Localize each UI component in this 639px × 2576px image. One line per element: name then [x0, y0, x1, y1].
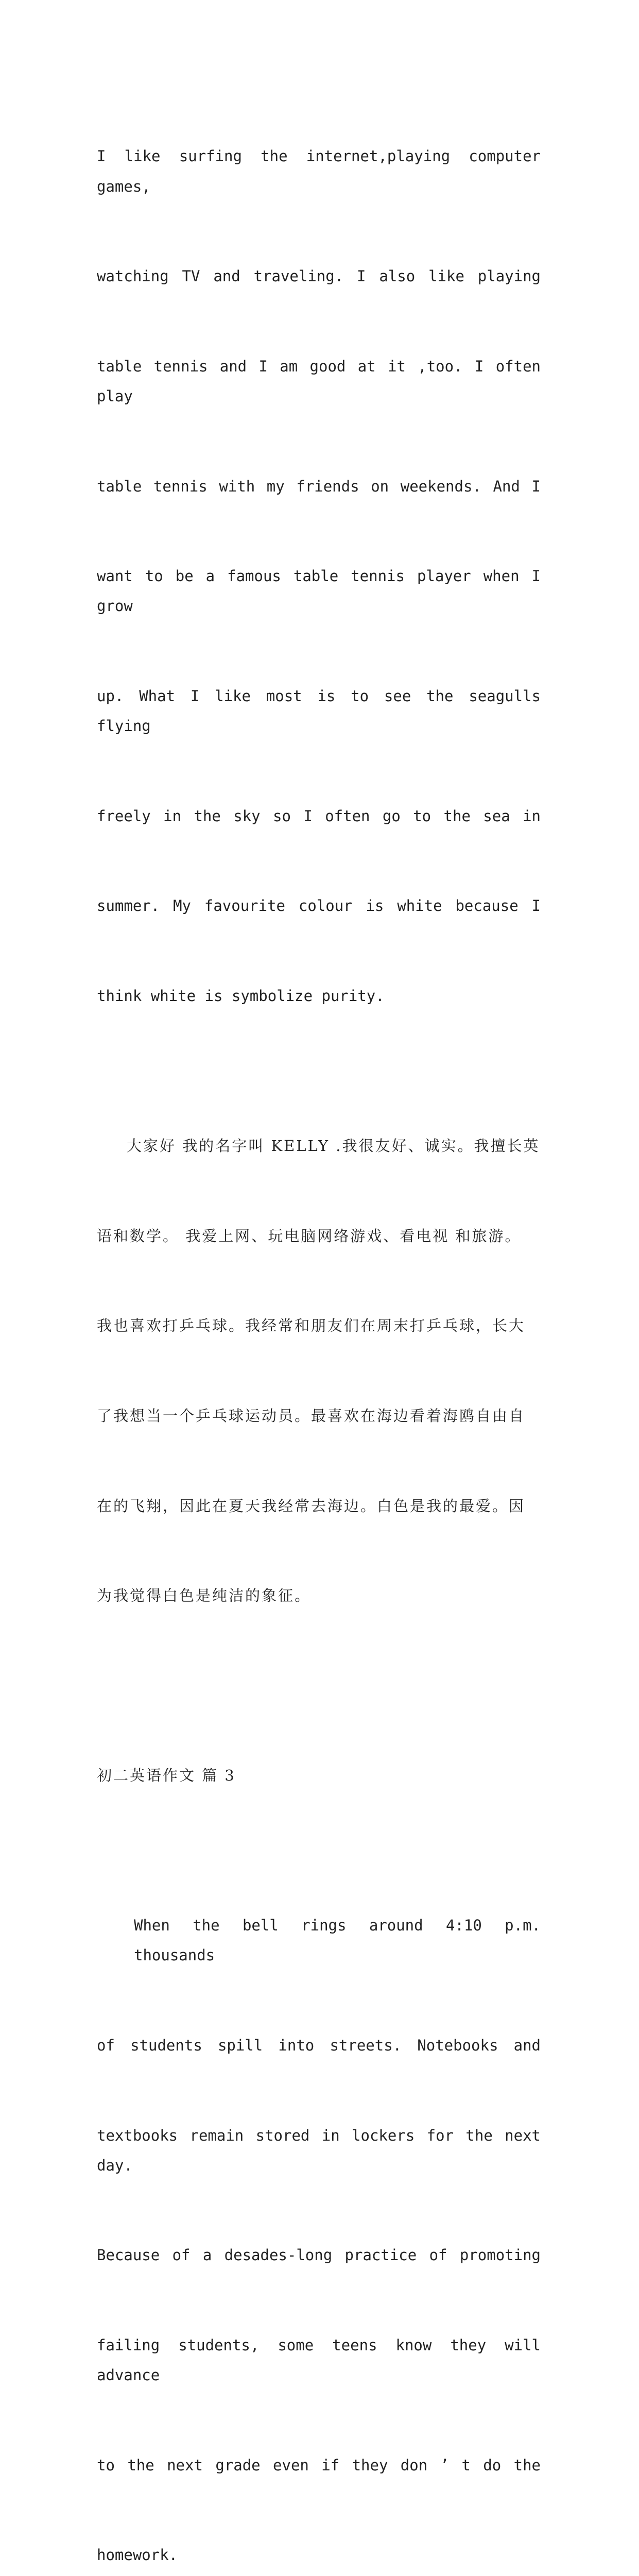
text-line: table tennis with my friends on weekends. And I — [97, 477, 541, 495]
english-paragraph-1 — [97, 81, 550, 1071]
text-line: failing students, some teens know they will advance — [97, 2336, 550, 2384]
text-line: I like surfing the internet,playing computer games, — [97, 147, 550, 195]
text-line: 为我觉得白色是纯洁的象征。 — [97, 1587, 312, 1605]
text-line: watching TV and traveling. I also like playing — [97, 267, 541, 285]
heading-text: 初二英语作文 篇 3 — [97, 1767, 236, 1785]
document-page — [97, 81, 550, 2576]
text-line: Because of a desades-long practice of promoting — [97, 2246, 541, 2264]
text-line: table tennis and I am good at it ,too. I often play — [97, 357, 550, 405]
text-line: 了我想当一个乒乓球运动员。最喜欢在海边看着海鸥自由自 — [97, 1406, 526, 1425]
text-line: up. What I like most is to see the seagulls flying — [97, 687, 550, 735]
text-line: 我也喜欢打乒乓球。我经常和朋友们在周末打乒乓球，长大 — [97, 1317, 526, 1335]
chinese-paragraph — [97, 1071, 541, 1671]
text-line: think white is symbolize purity. — [97, 987, 385, 1005]
text-line: 语和数学。 我爱上网、玩电脑网络游戏、看电视 和旅游。 — [97, 1227, 522, 1245]
text-line: to the next grade even if they don ’ t do the — [97, 2456, 541, 2474]
text-line: 在的飞翔，因此在夏天我经常去海边。白色是我的最爱。因 — [97, 1497, 526, 1515]
text-line: summer. My favourite colour is white because I — [97, 897, 541, 915]
text-line: of students spill into streets. Notebooks and — [97, 2037, 541, 2054]
english-paragraph-2 — [97, 1851, 550, 2576]
text-line: When the bell rings around 4:10 p.m. thousands — [134, 1917, 550, 1964]
section-heading — [97, 1701, 541, 1851]
text-line: textbooks remain stored in lockers for the next day. — [97, 2126, 550, 2174]
text-line: homework. — [97, 2546, 178, 2564]
text-line: freely in the sky so I often go to the sea in — [97, 807, 541, 825]
paragraph-spacer — [97, 1671, 541, 1701]
text-line: want to be a famous table tennis player when I grow — [97, 567, 550, 615]
text-line: 大家好 我的名字叫 KELLY .我很友好、诚实。我擅长英 — [127, 1137, 540, 1155]
